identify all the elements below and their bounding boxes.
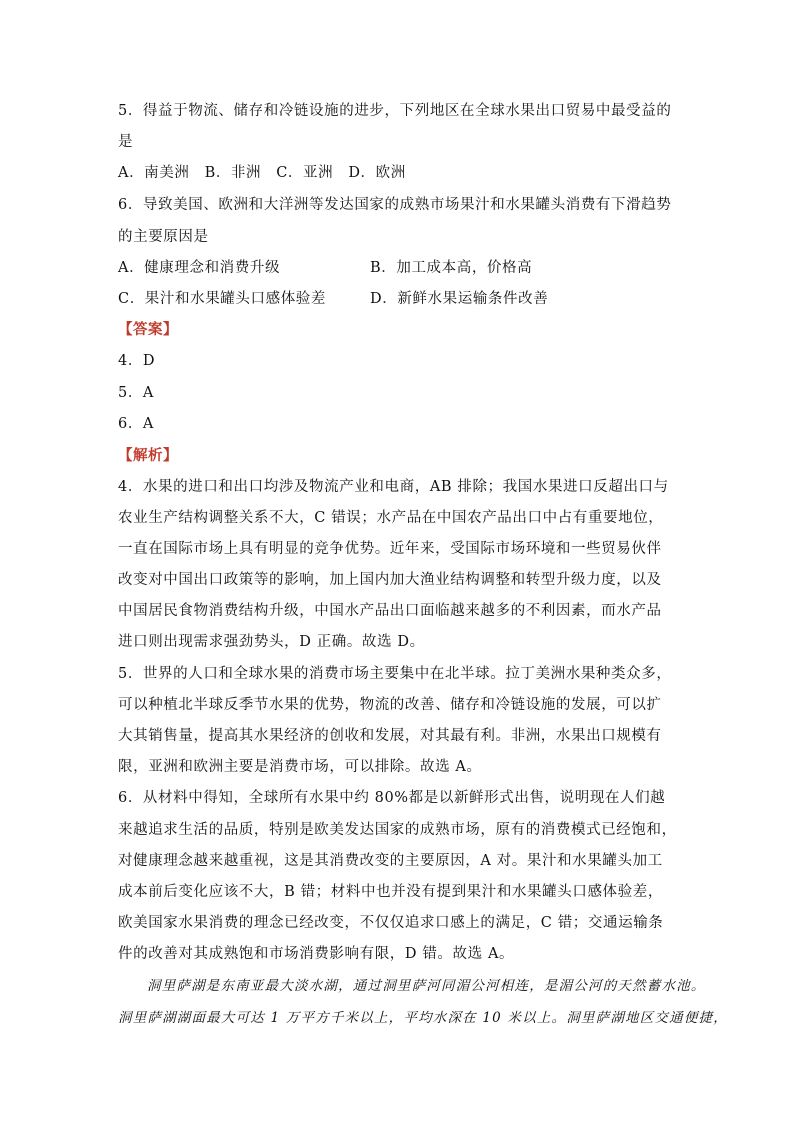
analysis-label: 【解析】 [118, 447, 178, 464]
analysis-line: 成本前后变化应该不大，B 错；材料中也并没有提到果汁和水果罐头口感体验差， [118, 884, 663, 900]
analysis-line: 中国居民食物消费结构升级，中国水产品出口面临越来越多的不利因素，而水产品 [118, 603, 662, 619]
answer-label: 【答案】 [118, 321, 178, 338]
q5-options: A．南美洲 B．非洲 C．亚洲 D．欧洲 [118, 165, 406, 181]
analysis-line: 5．世界的人口和全球水果的消费市场主要集中在北半球。拉丁美洲水果种类众多， [118, 666, 672, 682]
q6-option-c: C．果汁和水果罐头口感体验差 [118, 291, 326, 307]
analysis-line: 可以种植北半球反季节水果的优势，物流的改善、储存和冷链设施的发展，可以扩 [118, 697, 662, 713]
analysis-line: 4．水果的进口和出口均涉及物流产业和电商，AB 排除；我国水果进口反超出口与 [118, 479, 669, 495]
q5-stem-line1: 5．得益于物流、储存和冷链设施的进步，下列地区在全球水果出口贸易中最受益的 [118, 103, 672, 119]
answer-item: 6．A [118, 416, 154, 432]
q6-stem-line2: 的主要原因是 [118, 229, 209, 245]
analysis-line: 对健康理念越来越重视，这是其消费改变的主要原因，A 对。果汁和水果罐头加工 [118, 853, 663, 869]
q6-option-b: B．加工成本高，价格高 [370, 260, 533, 276]
analysis-line: 欧美国家水果消费的理念已经改变，不仅仅追求口感上的满足，C 错；交通运输条 [118, 915, 664, 931]
material-line2: 洞里萨湖湖面最大可达 1 万平方千米以上，平均水深在 10 米以上。洞里萨湖地区交通便捷， [118, 1010, 728, 1026]
analysis-line: 一直在国际市场上具有明显的竞争优势。近年来，受国际市场环境和一些贸易伙伴 [118, 541, 662, 557]
q6-stem-line1: 6．导致美国、欧洲和大洋洲等发达国家的成熟市场果汁和水果罐头消费有下滑趋势 [118, 197, 672, 213]
answer-item: 5．A [118, 385, 154, 401]
q6-option-a: A．健康理念和消费升级 [118, 260, 281, 276]
analysis-line: 限，亚洲和欧洲主要是消费市场，可以排除。故选 A。 [118, 759, 482, 775]
q6-option-d: D．新鲜水果运输条件改善 [370, 291, 549, 307]
q5-stem-line2: 是 [118, 134, 134, 150]
analysis-line: 件的改善对其成熟饱和市场消费影响有限，D 错。故选 A。 [118, 946, 515, 962]
analysis-line: 6．从材料中得知，全球所有水果中约 80%都是以新鲜形式出售，说明现在人们越 [118, 790, 666, 806]
analysis-line: 进口则出现需求强劲势头，D 正确。故选 D。 [118, 634, 425, 650]
answer-item: 4．D [118, 353, 156, 369]
analysis-line: 改变对中国出口政策等的影响，加上国内加大渔业结构调整和转型升级力度，以及 [118, 572, 662, 588]
analysis-line: 农业生产结构调整关系不大，C 错误；水产品在中国农产品出口中占有重要地位， [118, 510, 664, 526]
material-line1: 洞里萨湖是东南亚最大淡水湖，通过洞里萨河同湄公河相连，是湄公河的天然蓄水池。 [147, 978, 706, 994]
analysis-line: 大其销售量，提高其水果经济的创收和发展，对其最有利。非洲，水果出口规模有 [118, 728, 662, 744]
analysis-line: 来越追求生活的品质，特别是欧美发达国家的成熟市场，原有的消费模式已经饱和， [118, 822, 677, 838]
